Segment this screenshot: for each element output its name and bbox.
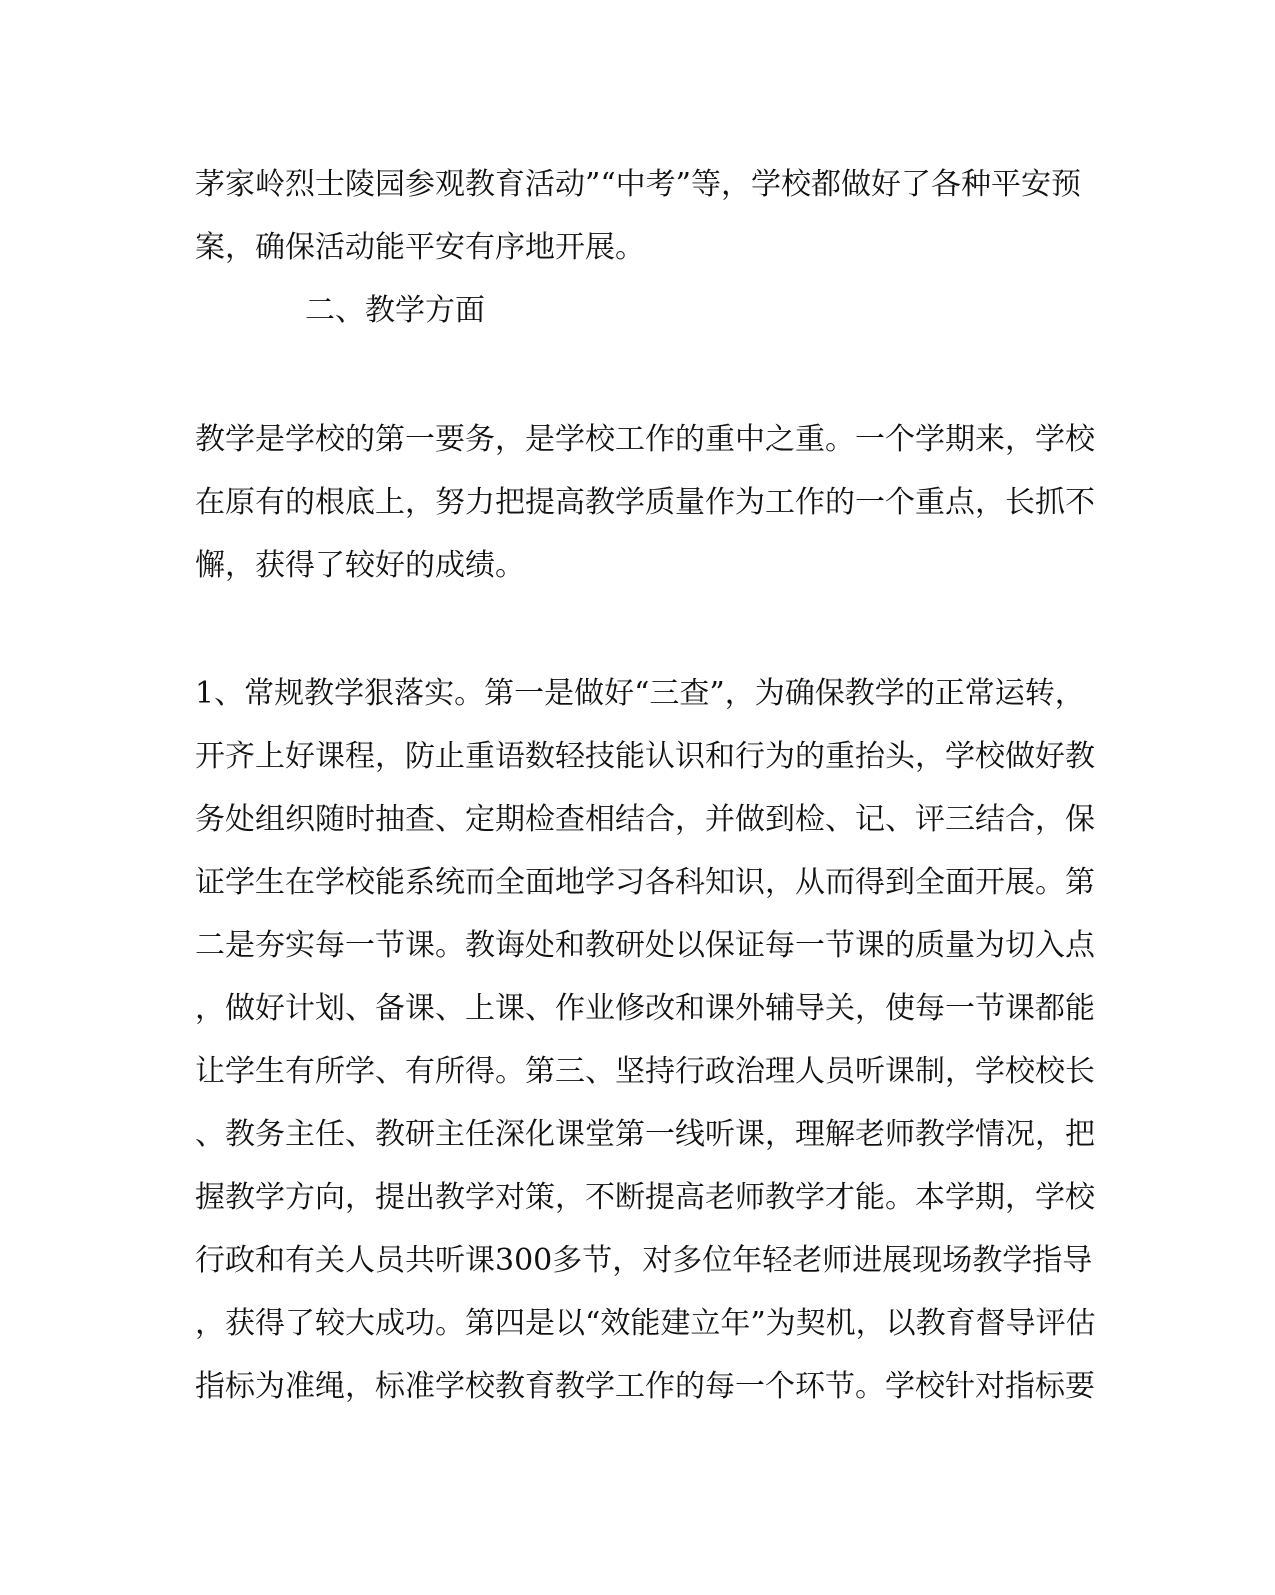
text-line: 1、常规教学狠落实。第一是做好“三查”，为确保教学的正常运转， (195, 676, 1085, 711)
text-line: 教学是学校的第一要务，是学校工作的重中之重。一个学期来，学校 (195, 422, 1095, 457)
text-line: 懈，获得了较好的成绩。 (195, 548, 525, 583)
text-line: 让学生有所学、有所得。第三、坚持行政治理人员听课制，学校校长 (195, 1054, 1095, 1089)
text-line: 行政和有关人员共听课300多节，对多位年轻老师进展现场教学指导 (195, 1243, 1093, 1278)
text-line: 、教务主任、教研主任深化课堂第一线听课，理解老师教学情况，把 (195, 1117, 1095, 1152)
text-line: 指标为准绳，标准学校教育教学工作的每一个环节。学校针对指标要 (195, 1369, 1095, 1404)
text-line: 茅家岭烈士陵园参观教育活动”“中考”等，学校都做好了各种平安预 (195, 167, 1082, 202)
section-heading: 二、教学方面 (305, 293, 485, 328)
text-line: ，获得了较大成功。第四是以“效能建立年”为契机，以教育督导评估 (195, 1306, 1096, 1341)
text-line: 证学生在学校能系统而全面地学习各科知识，从而得到全面开展。第 (195, 865, 1095, 900)
text-line: 二是夯实每一节课。教诲处和教研处以保证每一节课的质量为切入点 (195, 928, 1095, 963)
text-line: 开齐上好课程，防止重语数轻技能认识和行为的重抬头，学校做好教 (195, 739, 1095, 774)
text-line: 务处组织随时抽查、定期检查相结合，并做到检、记、评三结合，保 (195, 802, 1095, 837)
text-line: 在原有的根底上，努力把提高教学质量作为工作的一个重点，长抓不 (195, 485, 1095, 520)
text-line: 握教学方向，提出教学对策，不断提高老师教学才能。本学期，学校 (195, 1180, 1095, 1215)
text-line: ，做好计划、备课、上课、作业修改和课外辅导关，使每一节课都能 (195, 991, 1095, 1026)
text-line: 案，确保活动能平安有序地开展。 (195, 230, 645, 265)
